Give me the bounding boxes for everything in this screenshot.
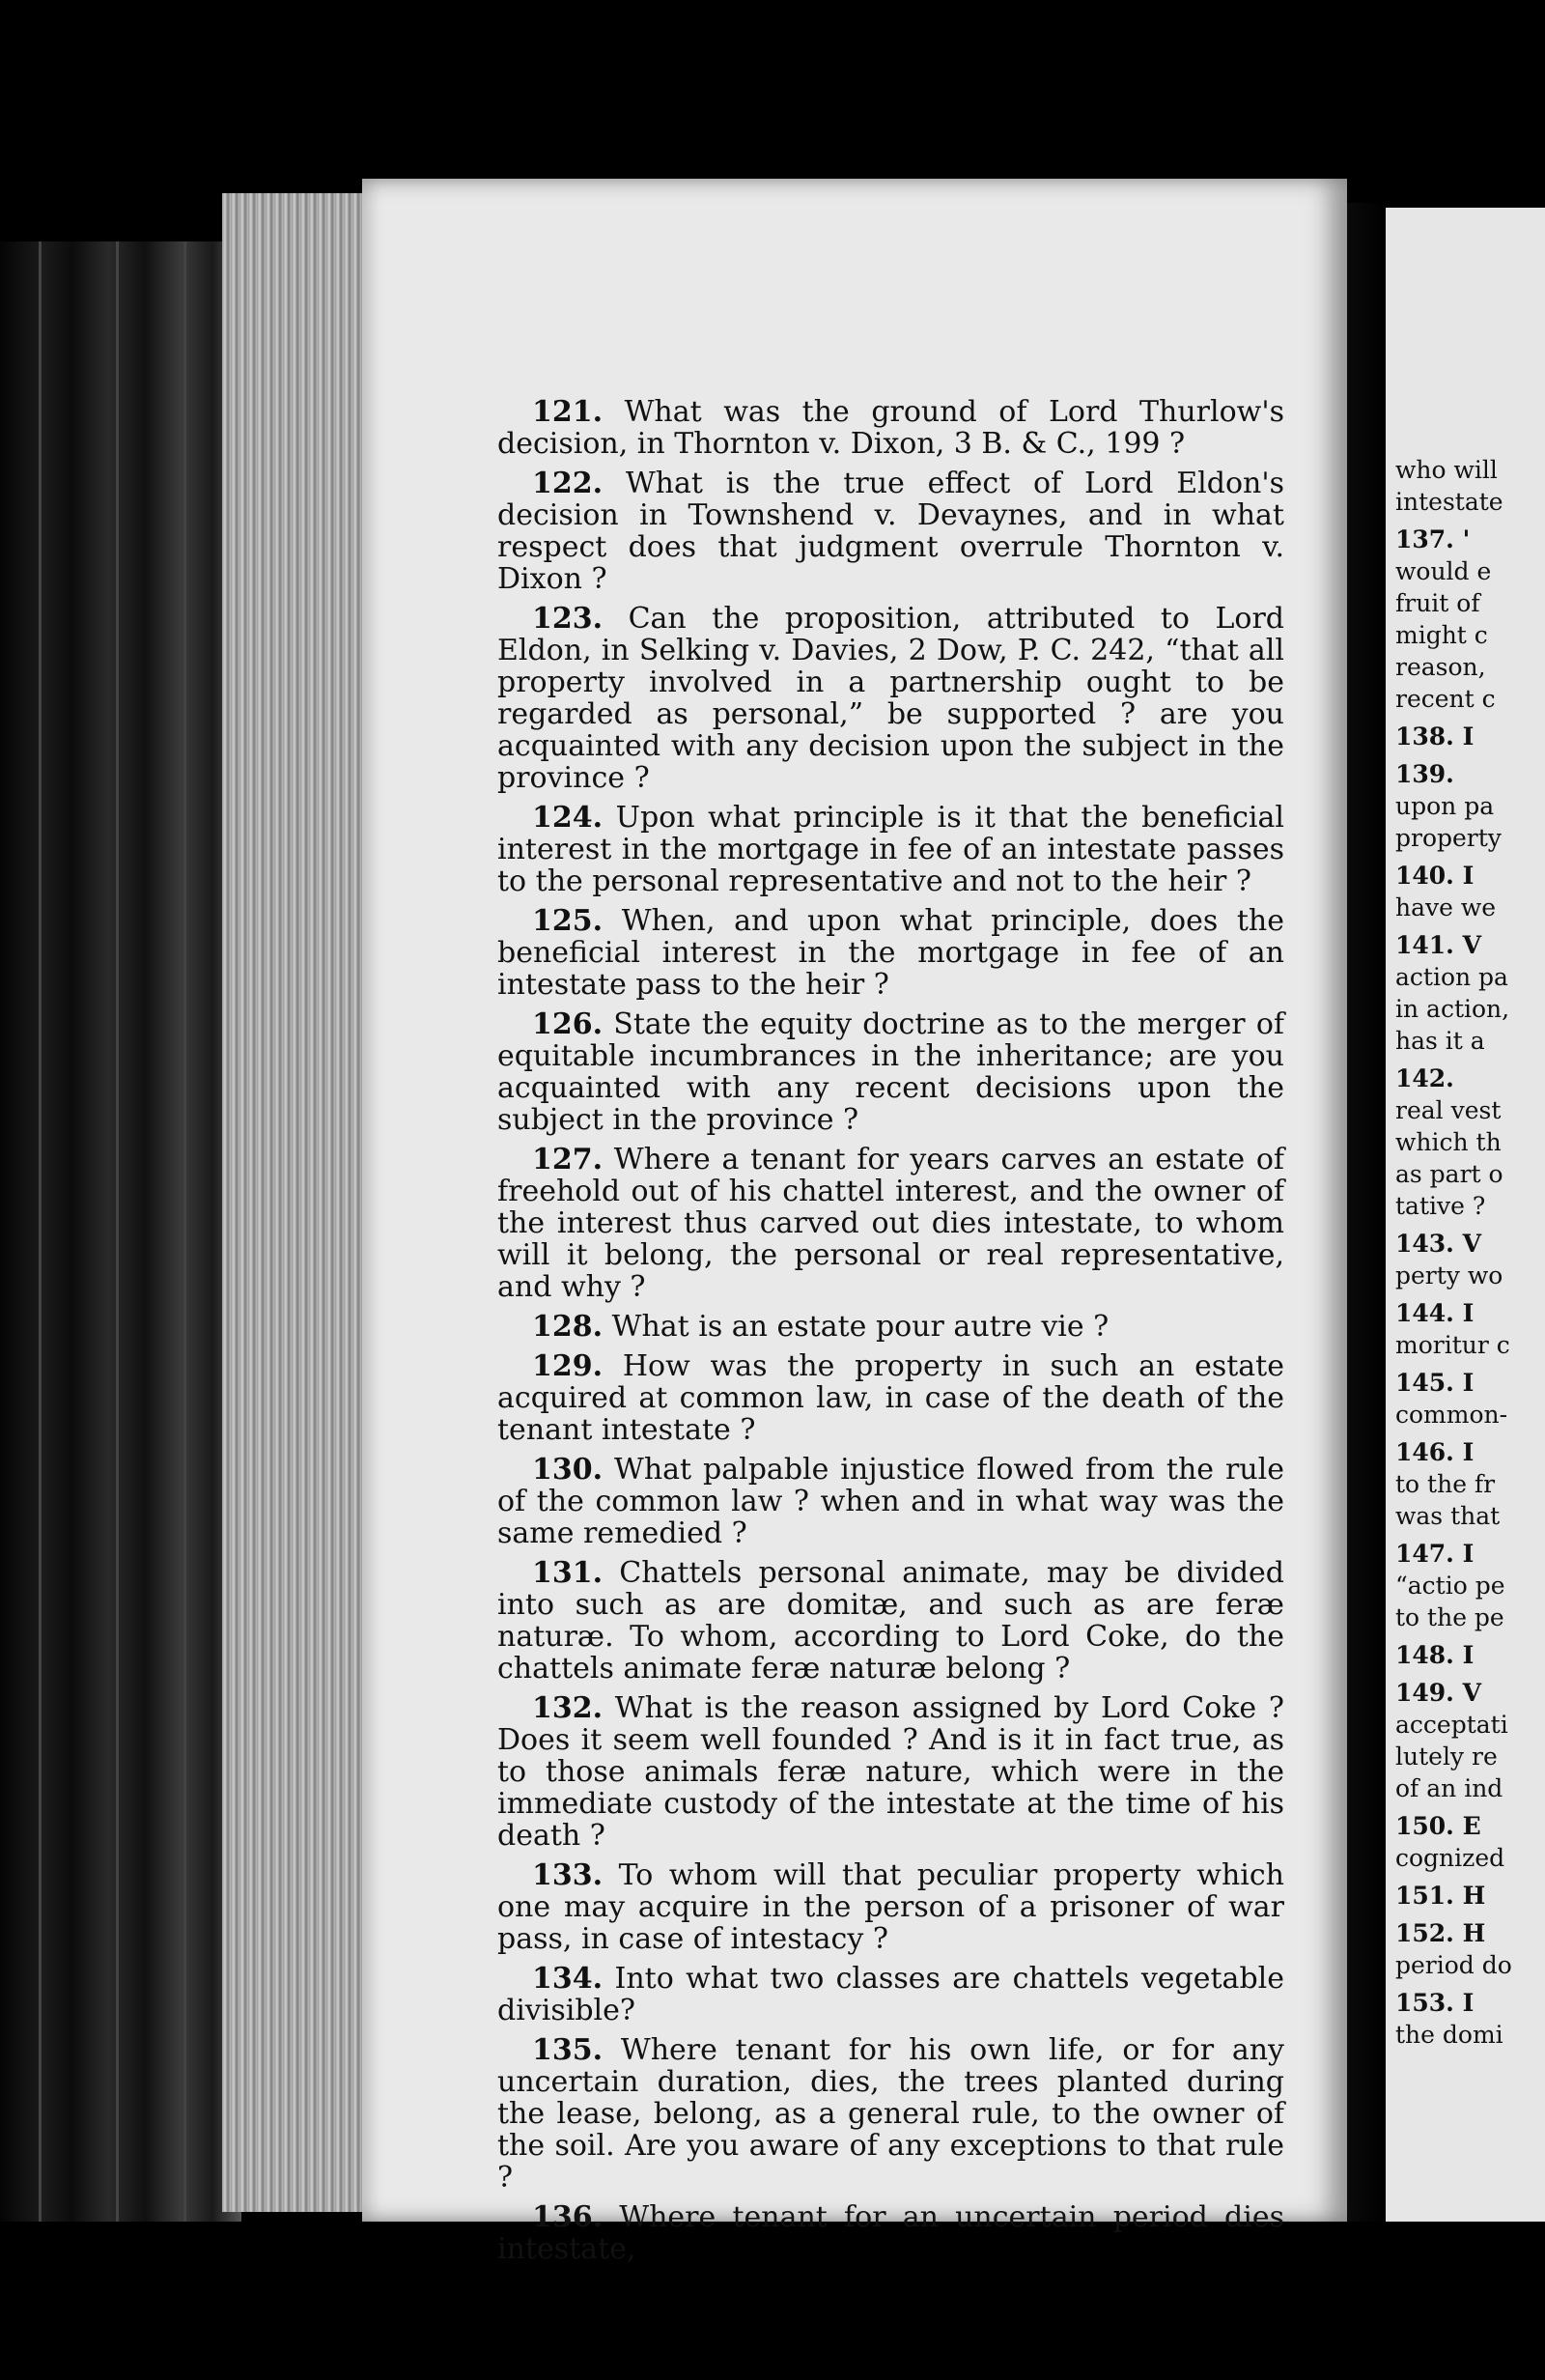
question-number: 122. bbox=[532, 467, 604, 500]
question-text: Into what two classes are chattels vegetable divisible? bbox=[497, 1962, 1284, 2027]
question-text: What is the true effect of Lord Eldon's decision in Townshend v. Devaynes, and in what respect does that judgment overrule Thornton v. Dixon ? bbox=[497, 467, 1284, 596]
question-paragraph bbox=[497, 2034, 1284, 2194]
question-number: 127. bbox=[532, 1143, 604, 1176]
question-list bbox=[497, 396, 1284, 2273]
question-paragraph bbox=[497, 905, 1284, 1001]
right-page-line: tative ? bbox=[1395, 1192, 1486, 1220]
right-page-line: 147. I bbox=[1395, 1540, 1475, 1568]
question-number: 136. bbox=[532, 2200, 604, 2234]
right-page-line: in action, bbox=[1395, 995, 1510, 1023]
question-text: Upon what principle is it that the beneficial interest in the mortgage in fee of an intestate passes to the personal representative and not to the heir ? bbox=[497, 801, 1284, 898]
left-page bbox=[362, 179, 1347, 2266]
right-page-text bbox=[1395, 454, 1545, 2051]
right-page-line: recent c bbox=[1395, 685, 1496, 713]
question-paragraph bbox=[497, 1557, 1284, 1685]
right-page-line: has it a bbox=[1395, 1027, 1485, 1055]
question-text: State the equity doctrine as to the merger of equitable incumbrances in the inheritance; are you acquainted with any recent decisions upon the subject in the province ? bbox=[497, 1007, 1284, 1137]
question-number: 135. bbox=[532, 2033, 604, 2067]
stacked-page-edges bbox=[222, 193, 369, 2212]
right-page-line: reason, bbox=[1395, 653, 1486, 681]
right-page-line: intestate bbox=[1395, 488, 1503, 516]
question-text: What is the reason assigned by Lord Coke ? Does it seem well founded ? And is it in fact true, as to those animals feræ nature, which were in the immediate custody of the intestate at the time of his death ? bbox=[497, 1691, 1284, 1853]
right-page-line: upon pa bbox=[1395, 792, 1495, 820]
question-paragraph bbox=[497, 1144, 1284, 1303]
question-paragraph bbox=[497, 1008, 1284, 1136]
question-number: 131. bbox=[532, 1556, 604, 1590]
question-number: 121. bbox=[532, 395, 604, 429]
right-page-line: cognized bbox=[1395, 1844, 1505, 1872]
question-paragraph bbox=[497, 1859, 1284, 1955]
question-number: 132. bbox=[532, 1691, 604, 1725]
question-paragraph bbox=[497, 1350, 1284, 1446]
question-paragraph bbox=[497, 1454, 1284, 1549]
right-page-line: 149. V bbox=[1395, 1679, 1481, 1707]
right-page-line: who will bbox=[1395, 456, 1498, 484]
book-spine bbox=[0, 241, 241, 2222]
right-page-line: to the pe bbox=[1395, 1603, 1504, 1631]
spine-edge-line bbox=[39, 241, 42, 2222]
question-text: How was the property in such an estate acquired at common law, in case of the death of the tenant intestate ? bbox=[497, 1349, 1284, 1447]
spine-edge-line bbox=[183, 241, 186, 2222]
right-page-line: period do bbox=[1395, 1951, 1512, 1979]
question-number: 123. bbox=[532, 602, 604, 636]
right-page-line: 144. I bbox=[1395, 1299, 1475, 1327]
book-gutter bbox=[1347, 203, 1386, 2222]
right-page-line: acceptati bbox=[1395, 1711, 1508, 1739]
question-text: What was the ground of Lord Thurlow's decision, in Thornton v. Dixon, 3 B. & C., 199 ? bbox=[497, 395, 1284, 461]
question-paragraph bbox=[497, 603, 1284, 794]
right-page-line: 150. E bbox=[1395, 1812, 1481, 1840]
question-text: Chattels personal animate, may be divided into such as are domitæ, and such as are feræ naturæ. To whom, according to Lord Coke, do the chattels animate feræ naturæ belong ? bbox=[497, 1556, 1284, 1686]
question-number: 124. bbox=[532, 801, 604, 835]
question-number: 133. bbox=[532, 1858, 604, 1892]
right-page-line: real vest bbox=[1395, 1096, 1502, 1124]
right-page-line: 141. V bbox=[1395, 931, 1481, 959]
right-page-line: 152. H bbox=[1395, 1919, 1486, 1947]
question-number: 125. bbox=[532, 904, 604, 938]
question-text: Where tenant for his own life, or for any uncertain duration, dies, the trees planted during the lease, belong, as a general rule, to the owner of the soil. Are you aware of any exceptions to that rule ? bbox=[497, 2033, 1284, 2195]
question-text: Where tenant for an uncertain period dies intestate, bbox=[497, 2200, 1284, 2266]
question-text: What is an estate pour autre vie ? bbox=[611, 1310, 1110, 1344]
question-text: Where a tenant for years carves an estate of freehold out of his chattel interest, and the owner of the interest thus carved out dies intestate, to whom will it belong, the personal or real representative, and why ? bbox=[497, 1143, 1284, 1304]
right-page-line: fruit of bbox=[1395, 589, 1480, 617]
right-page-line: lutely re bbox=[1395, 1742, 1498, 1771]
question-text: To whom will that peculiar property which one may acquire in the person of a prisoner of war pass, in case of intestacy ? bbox=[497, 1858, 1284, 1956]
question-paragraph bbox=[497, 1311, 1284, 1343]
right-page-line: 137. ' bbox=[1395, 525, 1471, 553]
right-page-line: to the fr bbox=[1395, 1470, 1496, 1498]
right-page-line: have we bbox=[1395, 893, 1497, 921]
question-paragraph bbox=[497, 468, 1284, 595]
right-page-line: 140. I bbox=[1395, 862, 1475, 890]
right-page-line: as part o bbox=[1395, 1160, 1503, 1188]
question-number: 129. bbox=[532, 1349, 604, 1383]
right-page-line: 148. I bbox=[1395, 1641, 1475, 1669]
right-page-line: 138. I bbox=[1395, 722, 1475, 751]
question-text: What palpable injustice flowed from the rule of the common law ? when and in what way was the same remedied ? bbox=[497, 1453, 1284, 1550]
question-text: When, and upon what principle, does the beneficial interest in the mortgage in fee of an intestate pass to the heir ? bbox=[497, 904, 1284, 1002]
right-page-line: the domi bbox=[1395, 2021, 1503, 2049]
right-page-line: moritur c bbox=[1395, 1331, 1510, 1359]
right-page-line: was that bbox=[1395, 1502, 1501, 1530]
spine-edge-line bbox=[116, 241, 119, 2222]
question-number: 128. bbox=[532, 1310, 604, 1344]
question-number: 134. bbox=[532, 1962, 604, 1996]
right-page-line: would e bbox=[1395, 557, 1492, 585]
right-page-line: of an ind bbox=[1395, 1774, 1503, 1802]
question-paragraph bbox=[497, 1692, 1284, 1852]
right-page-line: 143. V bbox=[1395, 1230, 1481, 1258]
right-page-line: 142. bbox=[1395, 1064, 1454, 1092]
question-paragraph bbox=[497, 396, 1284, 460]
right-page-fragment bbox=[1386, 208, 1545, 2222]
right-page-line: 151. H bbox=[1395, 1882, 1486, 1910]
right-page-line: 146. I bbox=[1395, 1438, 1475, 1466]
right-page-line: 145. I bbox=[1395, 1369, 1475, 1397]
right-page-line: property bbox=[1395, 824, 1502, 852]
right-page-line: might c bbox=[1395, 621, 1488, 649]
question-number: 126. bbox=[532, 1007, 604, 1041]
right-page-line: 139. bbox=[1395, 760, 1454, 788]
right-page-line: “actio pe bbox=[1395, 1572, 1505, 1600]
right-page-line: common- bbox=[1395, 1401, 1508, 1429]
right-page-line: action pa bbox=[1395, 963, 1508, 991]
right-page-line: 153. I bbox=[1395, 1989, 1475, 2017]
question-paragraph bbox=[497, 1963, 1284, 2026]
question-number: 130. bbox=[532, 1453, 604, 1487]
question-paragraph bbox=[497, 2201, 1284, 2265]
question-text: Can the proposition, attributed to Lord Eldon, in Selking v. Davies, 2 Dow, P. C. 242, “that all property involved in a partnership ought to be regarded as personal,” be supported ? are you acquainted with any decision upon the subject in the province ? bbox=[497, 602, 1284, 795]
question-paragraph bbox=[497, 802, 1284, 897]
right-page-line: which th bbox=[1395, 1128, 1502, 1156]
right-page-line: perty wo bbox=[1395, 1261, 1503, 1289]
